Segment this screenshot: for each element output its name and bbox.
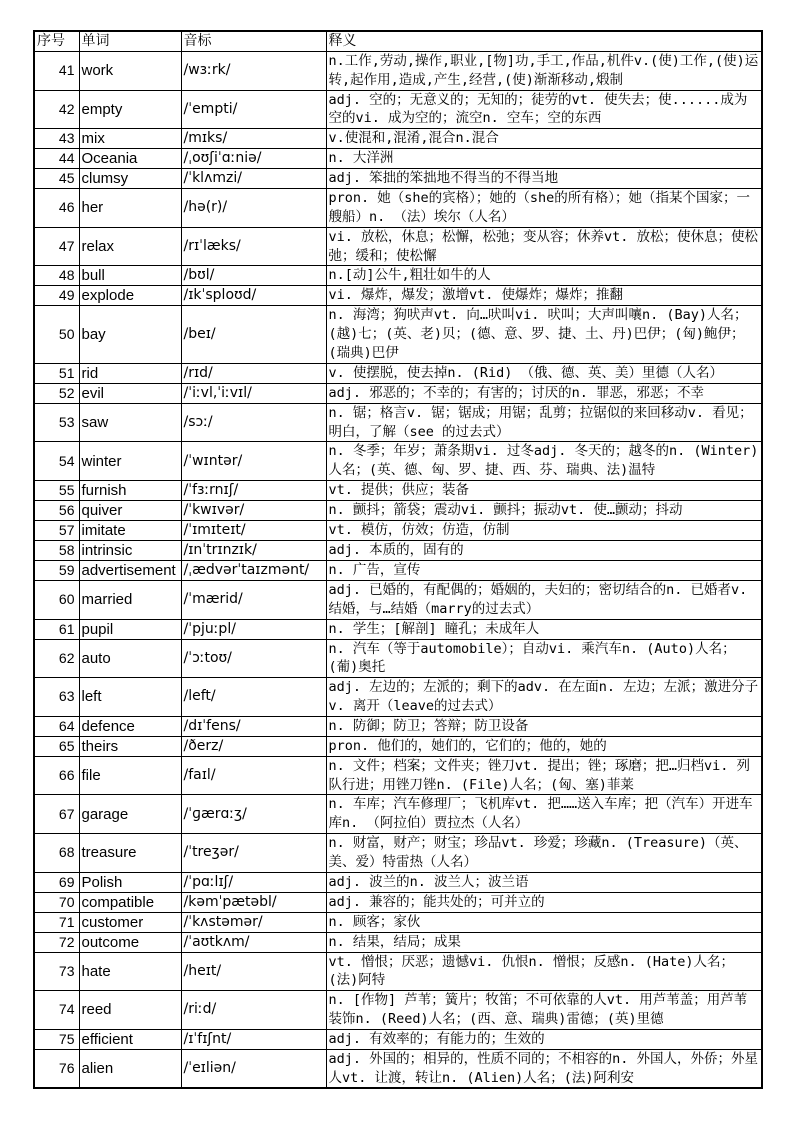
meaning-cell: n.工作,劳动,操作,职业,[物]功,手工,作品,机件v.(使)工作,(使)运转,起作用,造成,产生,经营,(使)渐渐移动,煅制	[326, 52, 762, 91]
table-row	[34, 169, 762, 189]
phonetic-cell: /ðerz/	[181, 736, 326, 756]
phonetic-cell: /ˈaʊtkʌm/	[181, 932, 326, 952]
table-row	[34, 991, 762, 1030]
phonetic-cell: /sɔː/	[181, 403, 326, 442]
table-row	[34, 1049, 762, 1088]
row-number-cell: 61	[34, 619, 79, 639]
meaning-cell: adj. 已婚的，有配偶的；婚姻的，夫妇的；密切结合的n. 已婚者v. 结婚，与…结婚（marry的过去式）	[326, 580, 762, 619]
meaning-cell: adj. 邪恶的；不幸的；有害的；讨厌的n. 罪恶，邪恶；不幸	[326, 383, 762, 403]
phonetic-cell: /kəmˈpætəbl/	[181, 892, 326, 912]
phonetic-cell: /ˈtreʒər/	[181, 833, 326, 872]
row-number-cell: 52	[34, 383, 79, 403]
phonetic-cell: /ɪnˈtrɪnzɪk/	[181, 540, 326, 560]
word-cell: advertisement	[79, 560, 181, 580]
phonetic-cell: /heɪt/	[181, 952, 326, 991]
phonetic-cell: /hə(r)/	[181, 189, 326, 228]
word-cell: explode	[79, 286, 181, 306]
word-cell: rid	[79, 363, 181, 383]
meaning-cell: adj. 左边的；左派的；剩下的adv. 在左面n. 左边；左派；激进分子v. 离开（leave的过去式）	[326, 678, 762, 717]
word-cell: defence	[79, 716, 181, 736]
row-number-cell: 69	[34, 872, 79, 892]
table-row	[34, 540, 762, 560]
meaning-cell: adj. 外国的；相异的，性质不同的；不相容的n. 外国人，外侨；外星人vt. 让渡，转让n. (Alien)人名；(法)阿利安	[326, 1049, 762, 1088]
meaning-cell: adj. 兼容的；能共处的；可并立的	[326, 892, 762, 912]
meaning-cell: n. 广告，宣传	[326, 560, 762, 580]
row-number-cell: 73	[34, 952, 79, 991]
row-number-cell: 41	[34, 52, 79, 91]
phonetic-cell: /left/	[181, 678, 326, 717]
phonetic-cell: /ɪˈfɪʃnt/	[181, 1029, 326, 1049]
word-cell: theirs	[79, 736, 181, 756]
phonetic-cell: /mɪks/	[181, 129, 326, 149]
word-cell: winter	[79, 442, 181, 481]
row-number-cell: 59	[34, 560, 79, 580]
meaning-cell: vt. 提供；供应；装备	[326, 480, 762, 500]
word-cell: work	[79, 52, 181, 91]
table-row	[34, 227, 762, 266]
table-row	[34, 403, 762, 442]
header-phonetic: 音标	[181, 31, 326, 52]
meaning-cell: vt. 憎恨；厌恶；遗憾vi. 仇恨n. 憎恨；反感n. (Hate)人名；(法)阿特	[326, 952, 762, 991]
phonetic-cell: /rɪd/	[181, 363, 326, 383]
meaning-cell: vi. 放松，休息；松懈，松弛；变从容；休养vt. 放松；使休息；使松弛；缓和；使松懈	[326, 227, 762, 266]
word-cell: compatible	[79, 892, 181, 912]
table-row	[34, 90, 762, 129]
meaning-cell: v. 使摆脱，使去掉n. (Rid) （俄、德、英、美）里德（人名）	[326, 363, 762, 383]
word-cell: auto	[79, 639, 181, 678]
phonetic-cell: /ˈpɑːlɪʃ/	[181, 872, 326, 892]
meaning-cell: n. 学生；[解剖] 瞳孔；未成年人	[326, 619, 762, 639]
row-number-cell: 43	[34, 129, 79, 149]
phonetic-cell: /ˈɡærɑːʒ/	[181, 795, 326, 834]
phonetic-cell: /ˈkwɪvər/	[181, 500, 326, 520]
meaning-cell: adj. 笨拙的笨拙地不得当的不得当地	[326, 169, 762, 189]
row-number-cell: 55	[34, 480, 79, 500]
phonetic-cell: /wɜːrk/	[181, 52, 326, 91]
table-row	[34, 363, 762, 383]
row-number-cell: 74	[34, 991, 79, 1030]
vocab-table	[33, 30, 763, 1089]
phonetic-cell: /ˈempti/	[181, 90, 326, 129]
row-number-cell: 58	[34, 540, 79, 560]
table-row	[34, 306, 762, 363]
phonetic-cell: /riːd/	[181, 991, 326, 1030]
table-row	[34, 795, 762, 834]
table-row	[34, 892, 762, 912]
phonetic-cell: /ˈɪmɪteɪt/	[181, 520, 326, 540]
meaning-cell: adj. 波兰的n. 波兰人；波兰语	[326, 872, 762, 892]
word-cell: garage	[79, 795, 181, 834]
word-cell: outcome	[79, 932, 181, 952]
word-cell: relax	[79, 227, 181, 266]
meaning-cell: vi. 爆炸，爆发；激增vt. 使爆炸；爆炸；推翻	[326, 286, 762, 306]
phonetic-cell: /ˈkʌstəmər/	[181, 912, 326, 932]
word-cell: treasure	[79, 833, 181, 872]
meaning-cell: n. 锯；格言v. 锯；锯成；用锯；乱剪；拉锯似的来回移动v. 看见；明白，了解（see 的过去式）	[326, 403, 762, 442]
meaning-cell: n.[动]公牛,粗壮如牛的人	[326, 266, 762, 286]
row-number-cell: 76	[34, 1049, 79, 1088]
meaning-cell: n. 海湾；狗吠声vt. 向…吠叫vi. 吠叫；大声叫嚷n. (Bay)人名；(越)七；(英、老)贝；(德、意、罗、捷、土、丹)巴伊；(匈)鲍伊；(瑞典)巴伊	[326, 306, 762, 363]
header-row	[34, 31, 762, 52]
phonetic-cell: /dɪˈfens/	[181, 716, 326, 736]
phonetic-cell: /ˈpjuːpl/	[181, 619, 326, 639]
table-row	[34, 678, 762, 717]
phonetic-cell: /ˈiːvl,ˈiːvɪl/	[181, 383, 326, 403]
table-row	[34, 756, 762, 795]
phonetic-cell: /ˈeɪliən/	[181, 1049, 326, 1088]
meaning-cell: n. 大洋洲	[326, 149, 762, 169]
word-cell: hate	[79, 952, 181, 991]
table-row	[34, 872, 762, 892]
table-row	[34, 286, 762, 306]
table-row	[34, 912, 762, 932]
meaning-cell: n. 冬季；年岁；萧条期vi. 过冬adj. 冬天的；越冬的n. (Winter)人名；(英、德、匈、罗、捷、西、芬、瑞典、法)温特	[326, 442, 762, 481]
word-cell: Polish	[79, 872, 181, 892]
row-number-cell: 44	[34, 149, 79, 169]
row-number-cell: 51	[34, 363, 79, 383]
header-no: 序号	[34, 31, 79, 52]
word-cell: empty	[79, 90, 181, 129]
word-cell: mix	[79, 129, 181, 149]
row-number-cell: 57	[34, 520, 79, 540]
meaning-cell: pron. 他们的，她们的，它们的；他的，她的	[326, 736, 762, 756]
table-row	[34, 580, 762, 619]
meaning-cell: n. 文件；档案；文件夹；锉刀vt. 提出；锉；琢磨；把…归档vi. 列队行进；用锉刀锉n. (File)人名；(匈、塞)菲莱	[326, 756, 762, 795]
word-cell: customer	[79, 912, 181, 932]
phonetic-cell: /ɪkˈsploʊd/	[181, 286, 326, 306]
table-row	[34, 952, 762, 991]
word-cell: pupil	[79, 619, 181, 639]
meaning-cell: adj. 空的；无意义的；无知的；徒劳的vt. 使失去；使......成为空的vi. 成为空的；流空n. 空车；空的东西	[326, 90, 762, 129]
word-cell: quiver	[79, 500, 181, 520]
row-number-cell: 56	[34, 500, 79, 520]
header-word: 单词	[79, 31, 181, 52]
table-row	[34, 480, 762, 500]
row-number-cell: 71	[34, 912, 79, 932]
table-row	[34, 129, 762, 149]
word-cell: evil	[79, 383, 181, 403]
meaning-cell: n. 结果，结局；成果	[326, 932, 762, 952]
phonetic-cell: /ˌoʊʃiˈɑːniə/	[181, 149, 326, 169]
meaning-cell: n. 颤抖；箭袋；震动vi. 颤抖；振动vt. 使…颤动；抖动	[326, 500, 762, 520]
word-cell: left	[79, 678, 181, 717]
table-row	[34, 520, 762, 540]
table-row	[34, 639, 762, 678]
meaning-cell: pron. 她（she的宾格）；她的（she的所有格）；她（指某个国家；一艘船）n. （法）埃尔（人名）	[326, 189, 762, 228]
word-cell: file	[79, 756, 181, 795]
meaning-cell: adj. 本质的，固有的	[326, 540, 762, 560]
phonetic-cell: /ˈklʌmzi/	[181, 169, 326, 189]
meaning-cell: n. 汽车（等于automobile）；自动vi. 乘汽车n. (Auto)人名；(葡)奥托	[326, 639, 762, 678]
phonetic-cell: /ˈɔːtoʊ/	[181, 639, 326, 678]
phonetic-cell: /ˌædvərˈtaɪzmənt/	[181, 560, 326, 580]
word-cell: married	[79, 580, 181, 619]
row-number-cell: 64	[34, 716, 79, 736]
table-row	[34, 52, 762, 91]
table-row	[34, 560, 762, 580]
row-number-cell: 63	[34, 678, 79, 717]
meaning-cell: n. 顾客；家伙	[326, 912, 762, 932]
word-cell: bay	[79, 306, 181, 363]
row-number-cell: 53	[34, 403, 79, 442]
row-number-cell: 67	[34, 795, 79, 834]
word-cell: furnish	[79, 480, 181, 500]
meaning-cell: n. [作物] 芦苇；簧片；牧笛；不可依靠的人vt. 用芦苇盖；用芦苇装饰n. (Reed)人名；(西、意、瑞典)雷德；(英)里德	[326, 991, 762, 1030]
phonetic-cell: /ˈwɪntər/	[181, 442, 326, 481]
row-number-cell: 42	[34, 90, 79, 129]
table-row	[34, 266, 762, 286]
word-cell: her	[79, 189, 181, 228]
phonetic-cell: /ˈmærid/	[181, 580, 326, 619]
row-number-cell: 72	[34, 932, 79, 952]
row-number-cell: 45	[34, 169, 79, 189]
table-row	[34, 736, 762, 756]
row-number-cell: 62	[34, 639, 79, 678]
row-number-cell: 68	[34, 833, 79, 872]
row-number-cell: 60	[34, 580, 79, 619]
row-number-cell: 75	[34, 1029, 79, 1049]
table-row	[34, 442, 762, 481]
row-number-cell: 46	[34, 189, 79, 228]
word-cell: bull	[79, 266, 181, 286]
row-number-cell: 65	[34, 736, 79, 756]
table-row	[34, 189, 762, 228]
table-row	[34, 619, 762, 639]
word-cell: efficient	[79, 1029, 181, 1049]
table-row	[34, 149, 762, 169]
word-cell: imitate	[79, 520, 181, 540]
table-row	[34, 932, 762, 952]
phonetic-cell: /rɪˈlæks/	[181, 227, 326, 266]
word-cell: reed	[79, 991, 181, 1030]
table-row	[34, 1029, 762, 1049]
word-cell: intrinsic	[79, 540, 181, 560]
phonetic-cell: /faɪl/	[181, 756, 326, 795]
word-cell: Oceania	[79, 149, 181, 169]
table-row	[34, 383, 762, 403]
row-number-cell: 47	[34, 227, 79, 266]
meaning-cell: v.使混和,混淆,混合n.混合	[326, 129, 762, 149]
phonetic-cell: /ˈfɜːrnɪʃ/	[181, 480, 326, 500]
meaning-cell: n. 防御；防卫；答辩；防卫设备	[326, 716, 762, 736]
phonetic-cell: /beɪ/	[181, 306, 326, 363]
table-row	[34, 716, 762, 736]
row-number-cell: 70	[34, 892, 79, 912]
header-meaning: 释义	[326, 31, 762, 52]
row-number-cell: 66	[34, 756, 79, 795]
word-cell: clumsy	[79, 169, 181, 189]
meaning-cell: n. 财富，财产；财宝；珍品vt. 珍爱；珍藏n. (Treasure)（英、美、爱）特雷热（人名）	[326, 833, 762, 872]
word-cell: alien	[79, 1049, 181, 1088]
row-number-cell: 49	[34, 286, 79, 306]
row-number-cell: 48	[34, 266, 79, 286]
meaning-cell: adj. 有效率的；有能力的；生效的	[326, 1029, 762, 1049]
table-row	[34, 833, 762, 872]
meaning-cell: n. 车库；汽车修理厂；飞机库vt. 把……送入车库；把（汽车）开进车库n. （阿拉伯）贾拉杰（人名）	[326, 795, 762, 834]
phonetic-cell: /bʊl/	[181, 266, 326, 286]
row-number-cell: 54	[34, 442, 79, 481]
table-row	[34, 500, 762, 520]
row-number-cell: 50	[34, 306, 79, 363]
word-cell: saw	[79, 403, 181, 442]
meaning-cell: vt. 模仿，仿效；仿造，仿制	[326, 520, 762, 540]
